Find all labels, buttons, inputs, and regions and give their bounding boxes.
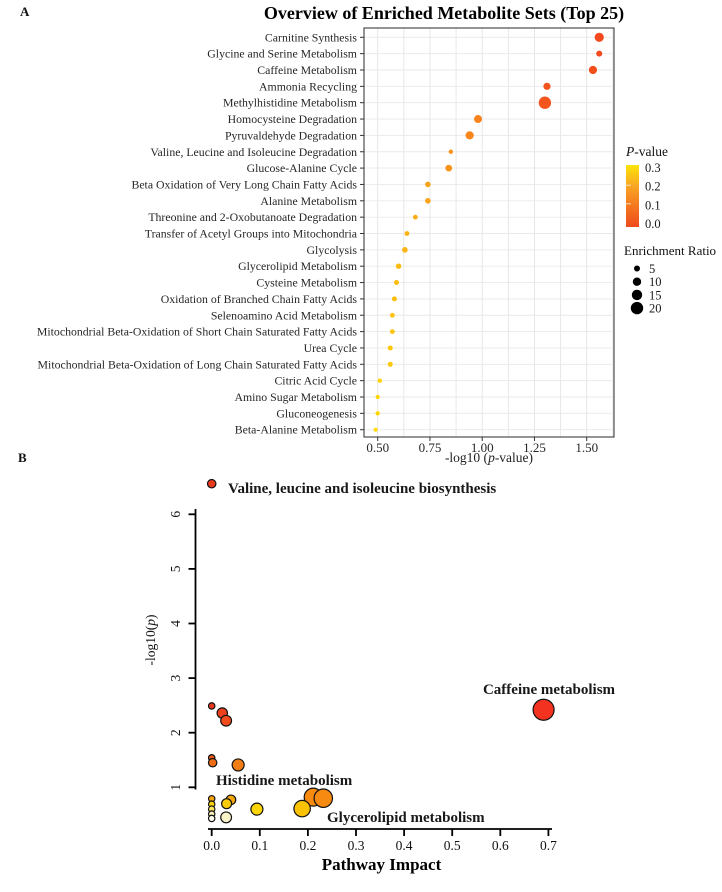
chart-a-data-point <box>539 97 551 109</box>
chart-b-y-tick-label: 4 <box>168 620 183 627</box>
chart-a-category-label: Citric Acid Cycle <box>274 373 357 388</box>
chart-b <box>168 480 616 853</box>
chart-a-category-label: Pyruvaldehyde Degradation <box>224 128 357 143</box>
chart-b-data-point <box>208 759 216 767</box>
chart-a-xaxis-label <box>364 450 614 466</box>
legend-pvalue-italic-p: P <box>626 144 635 159</box>
legend-enrichment-title: Enrichment Ratio <box>624 243 717 258</box>
chart-a-category-label: Glycerolipid Metabolism <box>238 259 357 274</box>
chart-b-x-tick-label: 0.6 <box>491 838 509 853</box>
chart-b-x-tick-label: 0.0 <box>203 838 221 853</box>
chart-a-data-point <box>405 231 410 236</box>
chart-a-data-point <box>374 428 378 432</box>
chart-b-xaxis-label: Pathway Impact <box>321 855 442 874</box>
chart-b-y-tick-label: 2 <box>168 729 183 737</box>
chart-b-data-point <box>209 815 215 821</box>
chart-a-category-label: Carnitine Synthesis <box>264 30 357 45</box>
xlabel-a-post: -value) <box>494 450 534 465</box>
chart-a-category-label: Caffeine Metabolism <box>257 63 357 77</box>
chart-a-category-label: Urea Cycle <box>303 340 357 355</box>
chart-a-category-label: Glucose-Alanine Cycle <box>246 161 357 176</box>
chart-b-data-point <box>222 799 232 809</box>
chart-a-category-label: Mitochondrial Beta-Oxidation of Long Chain Saturated Fatty Acids <box>37 357 357 372</box>
chart-b-annotation: Caffeine metabolism <box>482 682 616 698</box>
chart-b-annotation: Histidine metabolism <box>216 773 353 789</box>
pvalue-legend-tick-label: 0.2 <box>645 179 661 194</box>
chart-a-category-label: Cysteine Metabolism <box>256 275 357 290</box>
chart-b-y-tick-label: 1 <box>168 783 183 791</box>
chart-b-x-tick-label: 0.1 <box>251 838 269 853</box>
chart-a-data-point <box>390 313 395 318</box>
chart-a-category-label: Oxidation of Branched Chain Fatty Acids <box>160 291 357 306</box>
chart-b-annotation: Glycerolipid metabolism <box>327 810 485 826</box>
chart-a-data-point <box>589 66 597 74</box>
chart-b-data-point <box>221 812 232 823</box>
enrichment-legend-label: 5 <box>649 262 656 276</box>
legend-pvalue-title-rest: -value <box>634 144 668 159</box>
pvalue-gradient-tick <box>626 185 631 186</box>
chart-a-data-point <box>388 362 393 367</box>
chart-b-x-tick-label: 0.5 <box>443 838 461 853</box>
chart-b-data-point <box>209 703 215 709</box>
chart-a-category-label: Amino Sugar Metabolism <box>234 390 357 404</box>
xlabel-a-pre: -log10 ( <box>444 450 489 465</box>
enrichment-legend-label: 15 <box>649 288 662 303</box>
pvalue-legend-tick-label: 0.1 <box>645 198 661 213</box>
chart-b-y-tick-label: 3 <box>168 674 183 682</box>
chart-a-category-label: Ammonia Recycling <box>259 79 357 94</box>
chart-b-x-tick-label: 0.7 <box>539 838 557 853</box>
chart-a-x-tick-label: 1.00 <box>470 440 494 455</box>
chart-a-data-point <box>596 51 602 57</box>
enrichment-legend-label: 10 <box>649 275 662 290</box>
chart-a-data-point <box>425 198 431 204</box>
chart-a-category-label: Methylhistidine Metabolism <box>222 95 357 110</box>
chart-a-category-label: Mitochondrial Beta-Oxidation of Short Chain Saturated Fatty Acids <box>36 324 357 339</box>
ylabel-b-pre: -log10( <box>143 625 158 666</box>
chart-b-data-point <box>208 480 216 488</box>
chart-a-data-point <box>390 329 395 334</box>
pvalue-legend-tick-label: 0.3 <box>645 161 661 175</box>
ylabel-b-italic-p: p <box>143 619 158 626</box>
chart-a-category-label: Selenoamino Acid Metabolism <box>210 308 357 323</box>
chart-b-x-tick-label: 0.3 <box>347 838 365 853</box>
chart-a-category-label: Beta-Alanine Metabolism <box>234 422 357 437</box>
chart-a-data-point <box>595 33 604 42</box>
chart-a-data-point <box>388 345 393 350</box>
legend-pvalue-title <box>626 144 668 160</box>
chart-a-category-label: Homocysteine Degradation <box>227 112 357 127</box>
chart-a-x-tick-label: 1.25 <box>523 440 546 455</box>
chart-b-y-tick-label: 6 <box>168 510 183 518</box>
enrichment-legend-dot <box>633 278 641 286</box>
chart-a-data-point <box>543 83 550 90</box>
chart-a-category-label: Gluconeogenesis <box>276 406 357 421</box>
chart-b-data-point <box>251 803 263 815</box>
enrichment-legend-dot <box>631 302 643 314</box>
chart-b-x-tick-label: 0.4 <box>395 838 413 853</box>
pvalue-gradient-bar <box>626 165 639 227</box>
chart-a-x-tick-label: 0.50 <box>366 440 390 455</box>
chart-a-category-label: Alanine Metabolism <box>260 193 357 208</box>
chart-b-annotation: Valine, leucine and isoleucine biosynthesis <box>228 481 497 497</box>
chart-a-data-point <box>466 131 474 139</box>
xlabel-a-italic-p: p <box>488 450 495 465</box>
pvalue-legend-tick-label: 0.0 <box>645 217 661 232</box>
chart-a-data-point <box>449 150 453 154</box>
chart-a-data-point <box>425 182 431 188</box>
chart-a-data-point <box>394 280 399 285</box>
chart-a-category-label: Glycine and Serine Metabolism <box>207 46 357 61</box>
ylabel-b-post: ) <box>143 614 158 619</box>
chart-a-legend <box>626 161 662 316</box>
chart-a-data-point <box>376 395 380 399</box>
chart-a-category-label: Beta Oxidation of Very Long Chain Fatty Acids <box>131 177 357 192</box>
chart-a-category-label: Glycolysis <box>306 242 357 257</box>
chart-b-yaxis-label <box>143 589 159 691</box>
chart-a-category-label: Valine, Leucine and Isoleucine Degradation <box>150 144 357 159</box>
chart-a-category-label: Transfer of Acetyl Groups into Mitochondria <box>144 226 357 241</box>
panel-b-label: B <box>18 450 27 465</box>
chart-b-data-point <box>232 759 244 771</box>
chart-b-data-point <box>221 715 232 726</box>
panel-a-label: A <box>20 4 30 19</box>
chart-b-y-tick-label: 5 <box>168 565 183 573</box>
chart-a-data-point <box>402 247 408 253</box>
enrichment-legend-dot <box>632 290 642 300</box>
enrichment-legend-label: 20 <box>649 301 662 316</box>
chart-b-data-point <box>314 789 332 807</box>
chart-a-x-tick-label: 0.75 <box>418 440 442 455</box>
enrichment-legend-dot <box>634 266 640 272</box>
chart-a-plot-bg <box>364 28 614 437</box>
chart-a-data-point <box>376 411 380 415</box>
chart-a-data-point <box>392 296 397 301</box>
chart-a-data-point <box>474 115 482 123</box>
chart-a <box>37 28 614 455</box>
chart-a-data-point <box>413 215 418 220</box>
chart-a-data-point <box>396 264 401 269</box>
chart-a-title: Overview of Enriched Metabolite Sets (Top 25) <box>263 3 625 23</box>
chart-b-data-point <box>533 699 554 720</box>
pvalue-gradient-tick <box>626 203 631 204</box>
chart-a-data-point <box>445 165 452 172</box>
chart-a-x-tick-label: 1.50 <box>575 440 599 455</box>
chart-b-x-tick-label: 0.2 <box>299 838 317 853</box>
chart-a-category-label: Threonine and 2-Oxobutanoate Degradation <box>148 210 357 225</box>
chart-a-data-point <box>378 378 382 382</box>
chart-b-data-point <box>294 800 310 816</box>
